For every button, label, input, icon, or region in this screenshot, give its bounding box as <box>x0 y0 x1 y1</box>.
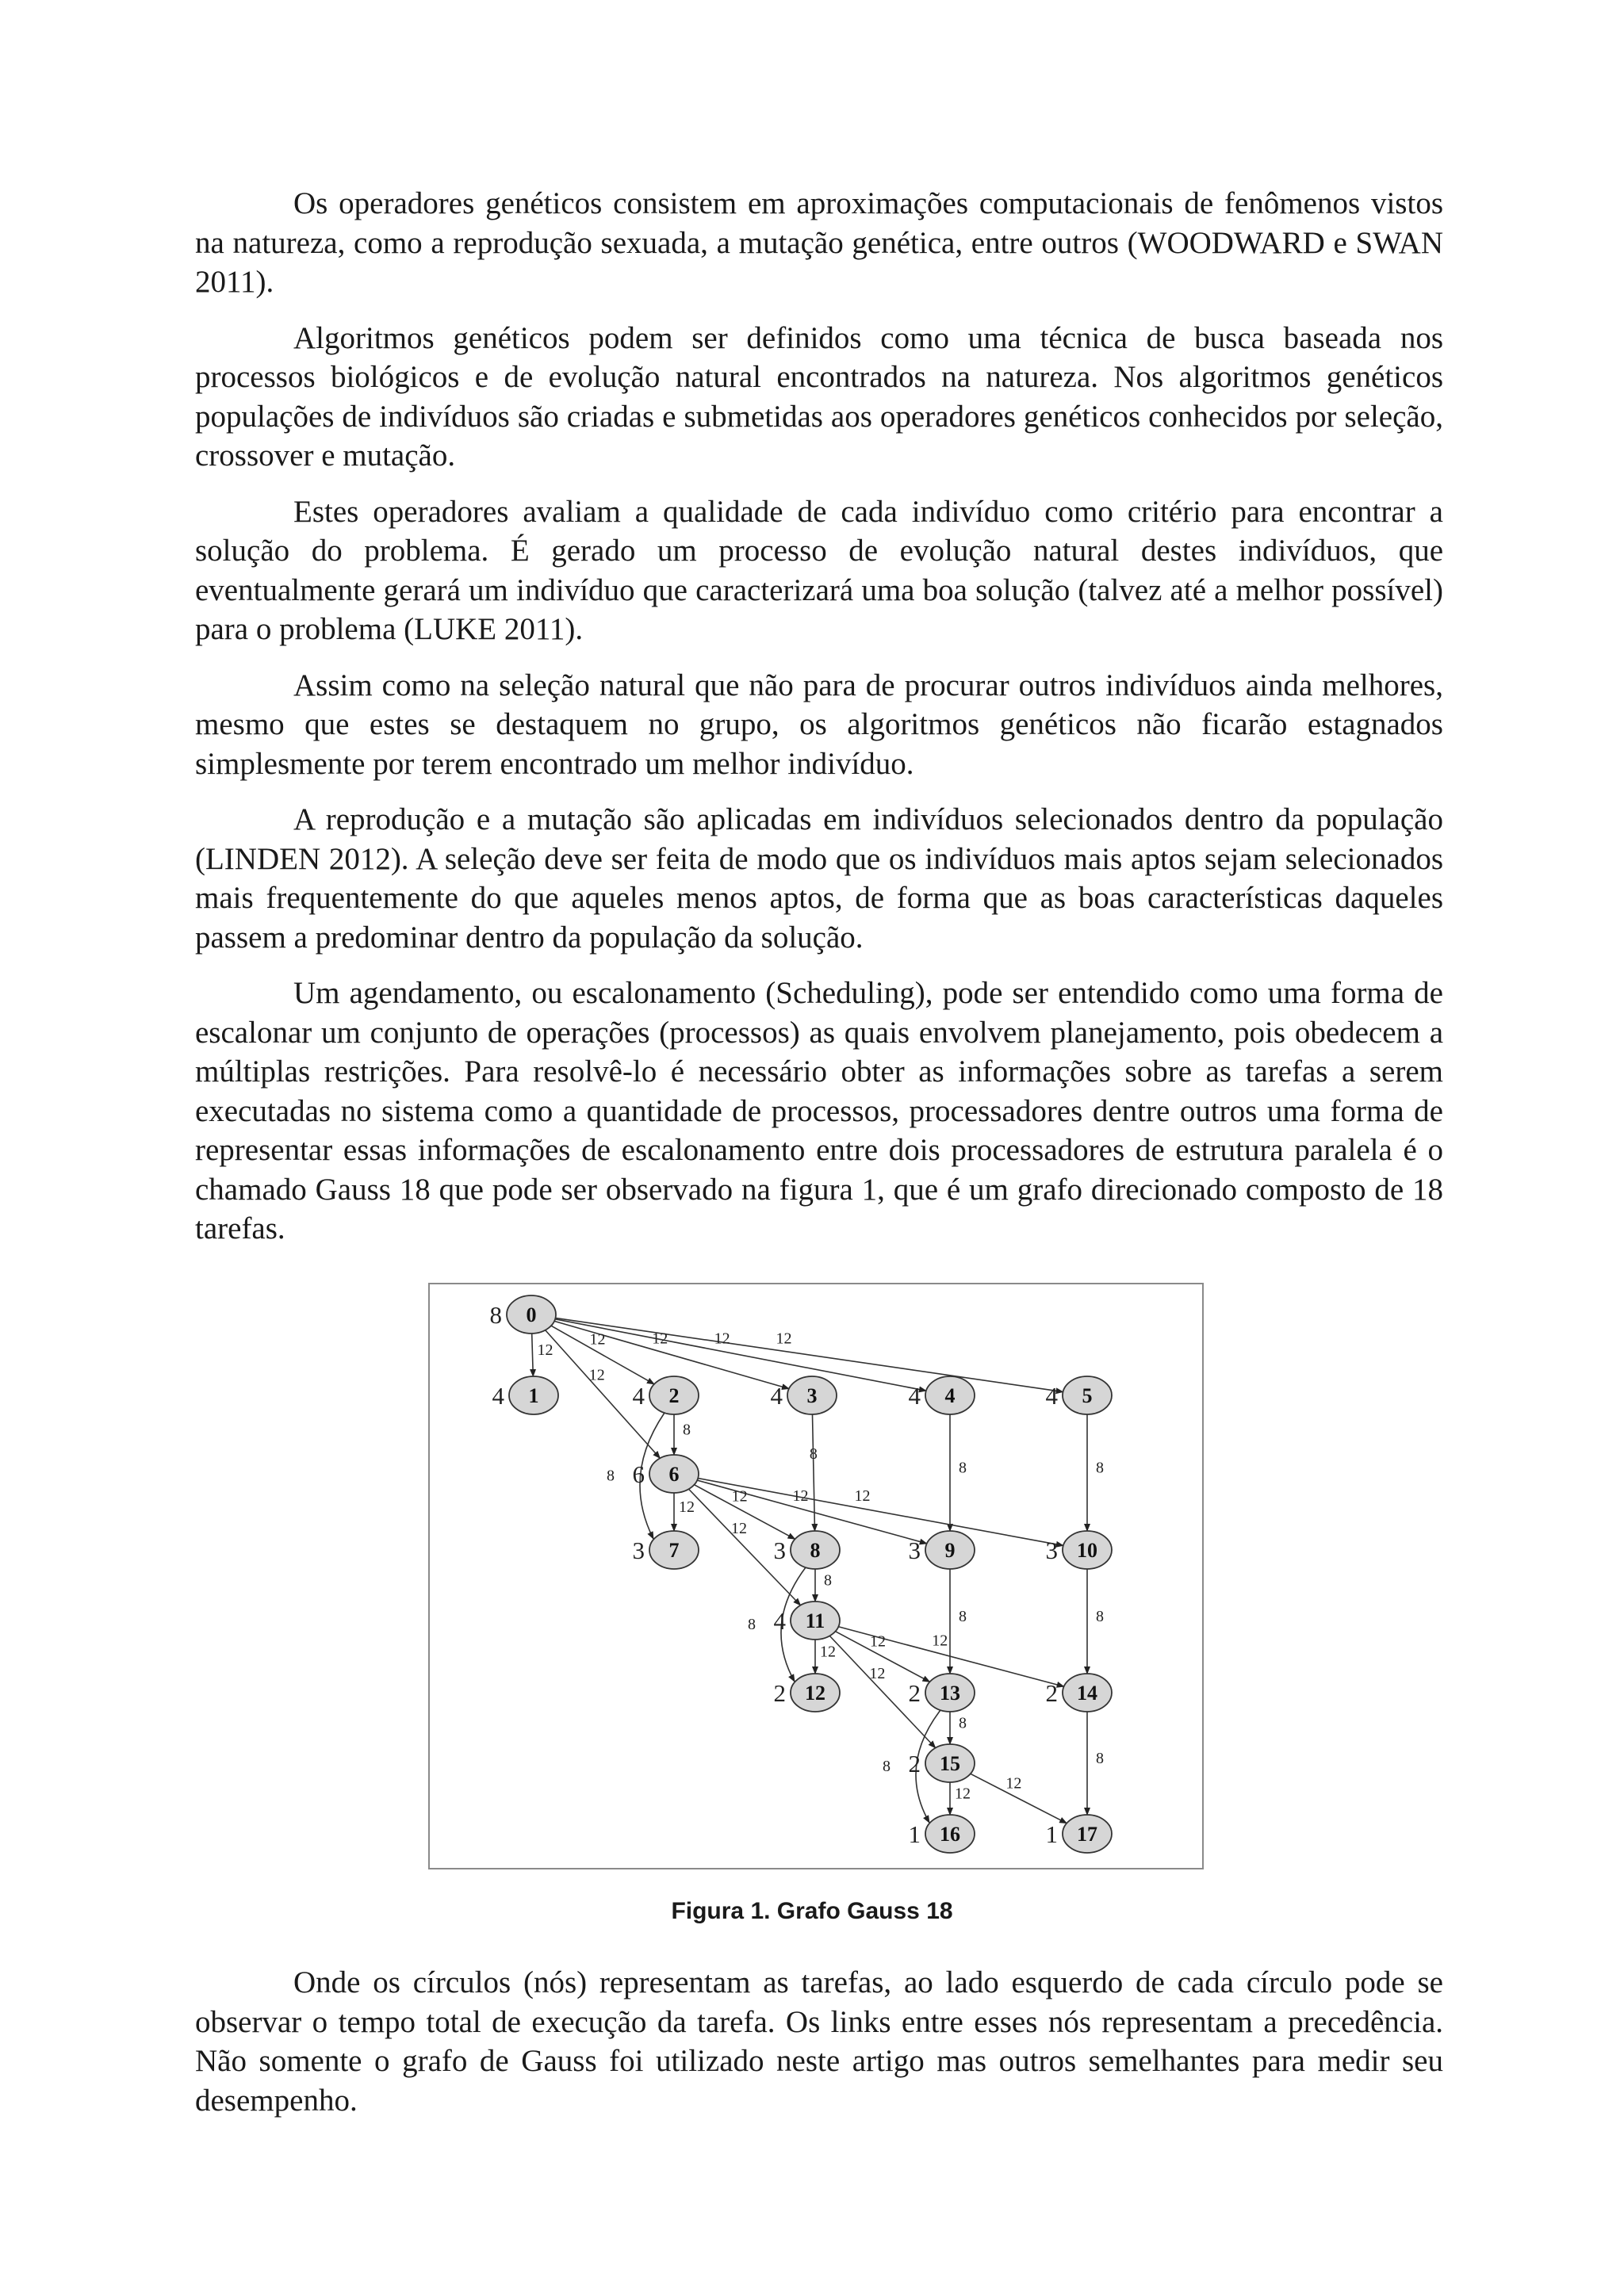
edge-weight-0-4: 12 <box>714 1330 730 1348</box>
paragraph: Assim como na seleção natural que não para de procurar outros indivíduos ainda melhores, mesmo que estes se destaquem no grupo, os algoritmos genéticos não ficarão estagnados simplesmente por terem encontrado um melhor indivíduo. <box>195 668 1443 781</box>
node-1 <box>492 1376 559 1414</box>
paragraph: Estes operadores avaliam a qualidade de cada indivíduo como critério para encontrar a solução do problema. É gerado um processo de evolução natural destes indivíduos, que eventualmente gerará um indivíduo que caracterizará uma boa solução (talvez até a melhor possível) para o problema (LUKE 2011). <box>195 494 1443 646</box>
gauss-18-graph <box>430 1284 1202 1868</box>
paragraph: Um agendamento, ou escalonamento (Scheduling), pode ser entendido como uma forma de escalonar um conjunto de operações (processos) as quais envolvem planejamento, pois obedecem a múltiplas restrições. Para resolvê-lo é necessário obter as informações sobre as tarefas a serem executadas no sistema como a quantidade de processos, processadores dentre outros uma forma de representar essas informações de escalonamento entre dois processadores de estrutura paralela é o chamado Gauss 18 que pode ser observado na figura 1, que é um grafo direcionado composto de 18 tarefas. <box>195 976 1443 1246</box>
node-label: 6 <box>668 1463 680 1486</box>
node-time: 4 <box>632 1382 645 1410</box>
node-15 <box>909 1744 975 1782</box>
node-label: 3 <box>806 1384 818 1407</box>
edge-weight-6-9: 12 <box>792 1487 809 1506</box>
node-4 <box>909 1376 975 1414</box>
edge-weight-2-7: 8 <box>607 1467 615 1485</box>
node-label: 9 <box>944 1539 956 1562</box>
edge-weight-5-10: 8 <box>1096 1459 1104 1477</box>
edge-weight-13-16: 8 <box>883 1758 891 1775</box>
body-text-after <box>195 1963 1443 2137</box>
edge-weight-10-14: 8 <box>1096 1608 1104 1625</box>
node-time: 3 <box>632 1536 645 1564</box>
edge-weight-6-11: 12 <box>730 1520 747 1538</box>
node-14 <box>1046 1674 1113 1712</box>
node-7 <box>633 1531 699 1569</box>
node-time: 2 <box>908 1750 921 1777</box>
node-time: 4 <box>492 1382 504 1410</box>
node-time: 3 <box>773 1536 786 1564</box>
edge-weight-0-2: 12 <box>589 1330 606 1349</box>
paragraph: Algoritmos genéticos podem ser definidos como uma técnica de busca baseada nos processos biológicos e de evolução natural encontrados na natureza. Nos algoritmos genéticos populações de indivíduos são criadas e submetidas aos operadores genéticos conhecidos por seleção, crossover e mutação. <box>195 320 1443 473</box>
edge-weight-8-12: 8 <box>748 1616 756 1633</box>
edge-weight-6-8: 12 <box>731 1487 748 1506</box>
node-2 <box>633 1376 699 1414</box>
node-label: 5 <box>1082 1384 1093 1407</box>
node-11 <box>774 1601 841 1640</box>
node-label: 8 <box>810 1539 821 1562</box>
edge-weight-0-5: 12 <box>776 1330 792 1348</box>
node-label: 11 <box>805 1609 825 1632</box>
node-12 <box>774 1674 841 1712</box>
edge-weight-6-10: 12 <box>854 1487 871 1505</box>
node-label: 14 <box>1077 1682 1097 1705</box>
node-label: 12 <box>805 1682 825 1705</box>
edge-weight-0-1: 12 <box>537 1341 553 1359</box>
node-label: 1 <box>528 1384 539 1407</box>
edge-weight-11-13: 12 <box>870 1632 887 1651</box>
edge-weight-2-6: 8 <box>683 1421 691 1439</box>
edge-weight-11-15: 12 <box>869 1664 886 1682</box>
edge-6-10 <box>698 1479 1063 1546</box>
node-time: 4 <box>770 1382 783 1410</box>
node-17 <box>1046 1815 1113 1853</box>
node-time: 1 <box>908 1820 921 1848</box>
edge-weight-3-8: 8 <box>809 1445 818 1464</box>
edge-0-4 <box>555 1319 926 1391</box>
edge-weight-15-17: 12 <box>1005 1774 1022 1793</box>
node-time: 3 <box>1045 1536 1058 1564</box>
node-time: 2 <box>1045 1679 1058 1707</box>
node-label: 7 <box>668 1539 680 1562</box>
node-label: 0 <box>526 1303 537 1326</box>
node-label: 10 <box>1077 1539 1097 1562</box>
body-text-before <box>195 184 1443 1265</box>
edge-weight-0-6: 12 <box>588 1366 605 1384</box>
edge-weight-0-3: 12 <box>652 1330 668 1348</box>
paragraph: Os operadores genéticos consistem em aproximações computacionais de fenômenos vistos na natureza, como a reprodução sexuada, a mutação genética, entre outros (WOODWARD e SWAN 2011). <box>195 186 1443 299</box>
node-time: 6 <box>632 1460 645 1488</box>
node-time: 4 <box>908 1382 921 1410</box>
node-label: 17 <box>1077 1823 1097 1846</box>
edge-0-1 <box>532 1334 534 1376</box>
node-10 <box>1046 1531 1113 1569</box>
node-time: 8 <box>489 1301 502 1329</box>
node-6 <box>633 1455 699 1493</box>
paragraph: A reprodução e a mutação são aplicadas em indivíduos selecionados dentro da população (LINDEN 2012). A seleção deve ser feita de modo que os indivíduos mais aptos sejam selecionados mais frequentemente do que aqueles menos aptos, de forma que as boas características daqueles passem a predominar dentro da população da solução. <box>195 802 1443 955</box>
node-0 <box>490 1295 557 1334</box>
edge-weight-4-9: 8 <box>959 1459 967 1477</box>
node-13 <box>909 1674 975 1712</box>
node-label: 13 <box>940 1682 960 1705</box>
edge-weight-9-13: 8 <box>959 1608 967 1625</box>
edge-weight-11-14: 12 <box>932 1632 948 1650</box>
node-8 <box>774 1531 841 1569</box>
gauss-18-graph-figure <box>428 1283 1204 1869</box>
node-time: 2 <box>773 1679 786 1707</box>
node-label: 15 <box>940 1752 960 1775</box>
edge-weight-13-15: 8 <box>959 1714 967 1732</box>
node-time: 3 <box>908 1536 921 1564</box>
node-time: 1 <box>1045 1820 1058 1848</box>
node-time: 2 <box>908 1679 921 1707</box>
node-label: 4 <box>944 1384 956 1407</box>
paragraph: Onde os círculos (nós) representam as tarefas, ao lado esquerdo de cada círculo pode se observar o tempo total de execução da tarefa. Os links entre esses nós representam a precedência. Não somente o grafo de Gauss foi utilizado neste artigo mas outros semelhantes para medir seu desempenho. <box>195 1965 1443 2118</box>
node-16 <box>909 1815 975 1853</box>
node-label: 16 <box>940 1823 960 1846</box>
edge-weight-11-12: 12 <box>820 1643 836 1661</box>
node-9 <box>909 1531 975 1569</box>
node-label: 2 <box>668 1384 680 1407</box>
edge-weight-15-16: 12 <box>955 1785 971 1803</box>
node-5 <box>1046 1376 1113 1414</box>
node-time: 4 <box>1045 1382 1058 1410</box>
edge-weight-14-17: 8 <box>1096 1750 1104 1767</box>
edge-3-8 <box>812 1414 814 1531</box>
node-3 <box>771 1376 837 1414</box>
edge-weight-6-7: 12 <box>679 1498 695 1516</box>
figure-caption: Figura 1. Grafo Gauss 18 <box>671 1898 953 1924</box>
node-time: 4 <box>773 1607 786 1635</box>
edge-weight-8-11: 8 <box>824 1571 832 1590</box>
